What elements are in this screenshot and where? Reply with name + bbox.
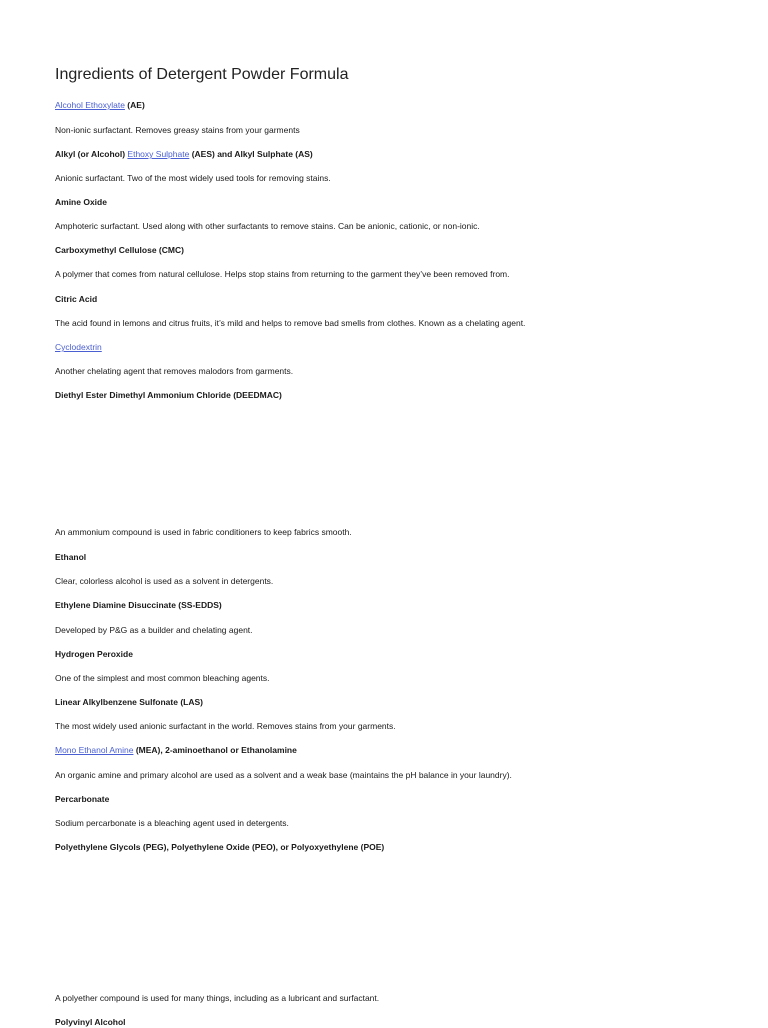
ingredient-heading: Percarbonate <box>55 794 110 804</box>
cyclodextrin-link[interactable]: Cyclodextrin <box>55 342 102 352</box>
ingredient-description: A polyether compound is used for many things, including as a lubricant and surfactant. <box>55 993 380 1003</box>
ingredient-description: An organic amine and primary alcohol are used as a solvent and a weak base (maintains the pH balance in your laundry). <box>55 770 512 780</box>
ingredient-heading: Carboxymethyl Cellulose (CMC) <box>55 245 184 255</box>
ingredient-heading: Citric Acid <box>55 294 98 304</box>
heading-suffix: (AE) <box>124 100 145 110</box>
ingredient-heading-aes-as <box>55 149 313 160</box>
ingredient-description: A polymer that comes from natural cellulose. Helps stop stains from returning to the garment they’ve been removed from. <box>55 269 510 279</box>
ingredient-description: An ammonium compound is used in fabric conditioners to keep fabrics smooth. <box>55 527 352 537</box>
page-title: Ingredients of Detergent Powder Formula <box>55 66 349 83</box>
ingredient-heading-alcohol-ethoxylate <box>55 100 145 111</box>
ingredient-heading: Polyethylene Glycols (PEG), Polyethylene Oxide (PEO), or Polyoxyethylene (POE) <box>55 842 385 852</box>
ingredient-description: Non-ionic surfactant. Removes greasy stains from your garments <box>55 125 300 135</box>
heading-suffix: (MEA), 2-aminoethanol or Ethanolamine <box>133 745 297 755</box>
ingredient-heading: Linear Alkylbenzene Sulfonate (LAS) <box>55 697 203 707</box>
mono-ethanol-amine-link[interactable]: Mono Ethanol Amine <box>55 745 134 755</box>
ingredient-description: Sodium percarbonate is a bleaching agent used in detergents. <box>55 818 289 828</box>
heading-suffix: (AES) and Alkyl Sulphate (AS) <box>189 149 313 159</box>
ingredient-heading: Polyvinyl Alcohol <box>55 1017 126 1027</box>
ingredient-heading-mea <box>55 745 297 756</box>
ingredient-heading: Amine Oxide <box>55 197 107 207</box>
ingredient-description: Clear, colorless alcohol is used as a solvent in detergents. <box>55 576 274 586</box>
document-page <box>55 0 735 1027</box>
ingredient-description: Developed by P&G as a builder and chelating agent. <box>55 625 253 635</box>
ingredient-description: Amphoteric surfactant. Used along with other surfactants to remove stains. Can be anionic, cationic, or non-ionic. <box>55 221 480 231</box>
ingredient-description: Another chelating agent that removes malodors from garments. <box>55 366 294 376</box>
ingredient-heading: Ethanol <box>55 552 87 562</box>
heading-prefix: Alkyl (or Alcohol) <box>55 149 128 159</box>
ingredient-heading: Diethyl Ester Dimethyl Ammonium Chloride (DEEDMAC) <box>55 390 282 400</box>
ingredient-description: Anionic surfactant. Two of the most widely used tools for removing stains. <box>55 173 331 183</box>
ingredient-description: The most widely used anionic surfactant in the world. Removes stains from your garments. <box>55 721 396 731</box>
alcohol-ethoxylate-link[interactable]: Alcohol Ethoxylate <box>55 100 125 110</box>
ethoxy-sulphate-link[interactable]: Ethoxy Sulphate <box>127 149 190 159</box>
ingredient-description: One of the simplest and most common bleaching agents. <box>55 673 270 683</box>
ingredient-heading-cyclodextrin <box>55 342 102 353</box>
ingredient-heading: Ethylene Diamine Disuccinate (SS-EDDS) <box>55 600 222 610</box>
ingredient-description: The acid found in lemons and citrus fruits, it’s mild and helps to remove bad smells from clothes. Known as a chelating agent. <box>55 318 526 328</box>
ingredient-heading: Hydrogen Peroxide <box>55 649 133 659</box>
